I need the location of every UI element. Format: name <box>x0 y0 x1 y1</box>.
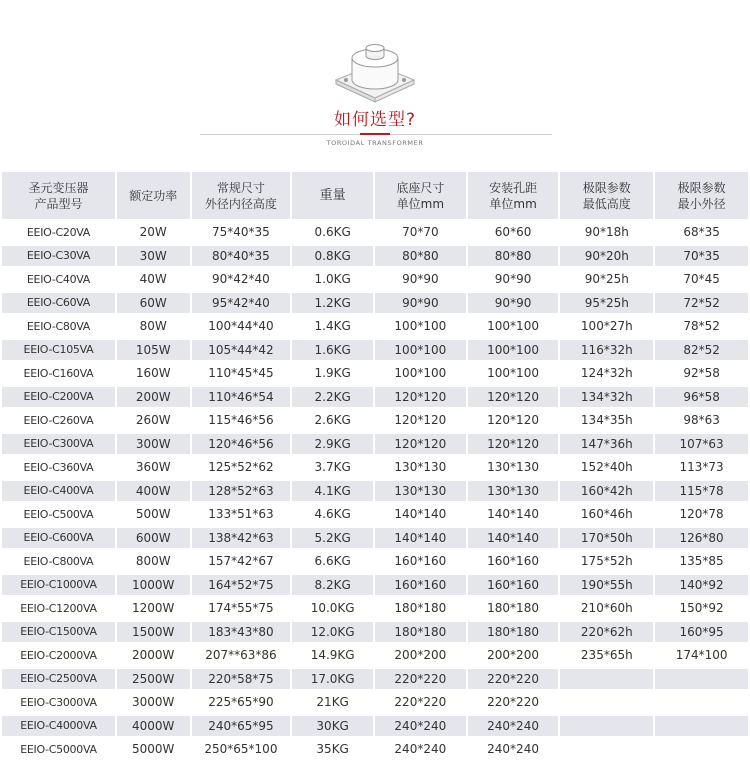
cell-size: 125*52*62 <box>208 460 274 475</box>
cell-hole-spacing: 180*180 <box>468 622 559 643</box>
cell-hole-spacing: 120*120 <box>468 434 559 455</box>
table-row <box>2 692 748 713</box>
table-row <box>2 528 748 549</box>
cell-weight: 14.9KG <box>310 648 355 663</box>
toroidal-transformer-icon <box>330 30 420 105</box>
cell-size: 128*52*63 <box>192 481 291 502</box>
cell-hole-spacing: 120*120 <box>487 413 539 428</box>
cell-base-size: 120*120 <box>375 434 466 455</box>
cell-base-size: 160*160 <box>394 554 447 569</box>
cell-base-size: 100*100 <box>394 319 447 334</box>
table-row <box>2 316 748 337</box>
page-title: 如何选型? <box>333 110 417 130</box>
cell-power: 200W <box>117 387 190 408</box>
cell-min-diameter: 115*78 <box>655 481 748 502</box>
cell-hole-spacing: 130*130 <box>468 481 559 502</box>
cell-hole-spacing: 100*100 <box>487 366 539 381</box>
cell-size: 110*45*45 <box>208 366 274 381</box>
cell-min-height: 147*36h <box>560 434 653 455</box>
cell-min-height: 160*46h <box>580 507 633 522</box>
cell-min-height: 90*20h <box>560 246 653 267</box>
cell-hole-spacing: 140*140 <box>468 528 559 549</box>
cell-power: 105W <box>117 340 190 361</box>
cell-base-size: 220*220 <box>375 669 466 690</box>
cell-weight: 1.6KG <box>292 340 373 361</box>
cell-model: EEIO-C2000VA <box>20 648 97 662</box>
cell-min-diameter: 72*52 <box>655 293 748 314</box>
cell-min-diameter: 98*63 <box>683 413 720 428</box>
cell-base-size: 220*220 <box>394 695 447 710</box>
cell-base-size: 180*180 <box>394 601 447 616</box>
cell-power: 800W <box>135 554 171 569</box>
header-weight: 重量 <box>292 172 373 219</box>
cell-min-height <box>560 739 653 760</box>
header-hole-spacing: 安装孔距 单位mm <box>468 172 559 219</box>
cell-model: EEIO-C360VA <box>23 460 94 474</box>
cell-model: EEIO-C1200VA <box>20 601 97 615</box>
cell-power: 2000W <box>132 648 175 663</box>
cell-min-height: 175*52h <box>580 554 633 569</box>
cell-power: 400W <box>117 481 190 502</box>
cell-min-height: 100*27h <box>580 319 633 334</box>
header-base-size: 底座尺寸 单位mm <box>375 172 466 219</box>
cell-min-height: 95*25h <box>560 293 653 314</box>
header-size: 常规尺寸 外径内径高度 <box>192 172 291 219</box>
cell-model: EEIO-C1500VA <box>2 622 115 643</box>
cell-size: 110*46*54 <box>192 387 291 408</box>
cell-base-size: 90*90 <box>402 272 439 287</box>
table-header-row <box>2 172 748 219</box>
cell-base-size: 70*70 <box>402 225 439 240</box>
cell-min-height: 90*18h <box>584 225 629 240</box>
table-row <box>2 481 748 502</box>
cell-model: EEIO-C600VA <box>2 528 115 549</box>
cell-weight: 0.6KG <box>314 225 351 240</box>
cell-min-diameter: 82*52 <box>655 340 748 361</box>
cell-weight: 30KG <box>292 716 373 737</box>
cell-base-size: 160*160 <box>375 575 466 596</box>
cell-min-diameter <box>655 739 748 760</box>
cell-weight: 12.0KG <box>292 622 373 643</box>
table-row <box>2 598 748 619</box>
cell-size: 225*65*90 <box>208 695 274 710</box>
header-min-height: 极限参数 最低高度 <box>560 172 653 219</box>
cell-size: 164*52*75 <box>192 575 291 596</box>
cell-model: EEIO-C300VA <box>2 434 115 455</box>
cell-min-height: 116*32h <box>560 340 653 361</box>
cell-power: 1200W <box>132 601 175 616</box>
cell-model: EEIO-C200VA <box>2 387 115 408</box>
cell-power: 360W <box>135 460 171 475</box>
cell-size: 90*42*40 <box>212 272 270 287</box>
cell-hole-spacing: 100*100 <box>468 340 559 361</box>
cell-min-height <box>560 669 653 690</box>
cell-min-height: 90*25h <box>584 272 629 287</box>
cell-hole-spacing: 60*60 <box>494 225 532 240</box>
cell-min-height: 220*62h <box>560 622 653 643</box>
cell-min-height <box>560 692 653 713</box>
cell-hole-spacing: 200*200 <box>487 648 539 663</box>
table-row <box>2 622 748 643</box>
cell-size: 100*44*40 <box>208 319 274 334</box>
cell-min-height: 235*65h <box>580 648 633 663</box>
cell-weight: 3.7KG <box>314 460 351 475</box>
cell-model: EEIO-C800VA <box>23 554 94 568</box>
cell-power: 80W <box>139 319 167 334</box>
cell-power: 2500W <box>117 669 190 690</box>
cell-hole-spacing: 140*140 <box>487 507 539 522</box>
cell-base-size: 100*100 <box>375 340 466 361</box>
table-row <box>2 739 748 760</box>
cell-power: 3000W <box>132 695 175 710</box>
cell-power: 1500W <box>117 622 190 643</box>
cell-model: EEIO-C1000VA <box>2 575 115 596</box>
cell-weight: 21KG <box>316 695 349 710</box>
cell-base-size: 240*240 <box>394 742 447 757</box>
cell-base-size: 90*90 <box>375 293 466 314</box>
cell-size: 250*65*100 <box>204 742 278 757</box>
table-row <box>2 340 748 361</box>
cell-size: 174*55*75 <box>208 601 274 616</box>
divider-accent <box>360 133 390 135</box>
cell-min-diameter: 70*45 <box>683 272 720 287</box>
cell-model: EEIO-C30VA <box>2 246 115 267</box>
cell-base-size: 130*130 <box>375 481 466 502</box>
cell-base-size: 200*200 <box>394 648 447 663</box>
cell-min-diameter: 92*58 <box>683 366 720 381</box>
cell-model: EEIO-C80VA <box>26 319 91 333</box>
cell-model: EEIO-C2500VA <box>2 669 115 690</box>
cell-min-diameter: 68*35 <box>683 225 720 240</box>
cell-hole-spacing: 90*90 <box>494 272 532 287</box>
cell-size: 115*46*56 <box>208 413 274 428</box>
cell-size: 183*43*80 <box>192 622 291 643</box>
cell-model: EEIO-C105VA <box>2 340 115 361</box>
cell-hole-spacing: 240*240 <box>468 716 559 737</box>
table-row <box>2 645 748 666</box>
cell-min-height: 160*42h <box>560 481 653 502</box>
cell-power: 260W <box>135 413 171 428</box>
cell-power: 1000W <box>117 575 190 596</box>
cell-base-size: 120*120 <box>375 387 466 408</box>
cell-size: 95*42*40 <box>192 293 291 314</box>
table-row <box>2 551 748 572</box>
cell-hole-spacing: 100*100 <box>487 319 539 334</box>
table-row <box>2 387 748 408</box>
cell-hole-spacing: 240*240 <box>487 742 539 757</box>
cell-weight: 1.4KG <box>314 319 351 334</box>
cell-hole-spacing: 220*220 <box>468 669 559 690</box>
cell-min-diameter: 113*73 <box>679 460 724 475</box>
cell-weight: 2.9KG <box>292 434 373 455</box>
table-row <box>2 246 748 267</box>
table-row <box>2 716 748 737</box>
cell-power: 5000W <box>132 742 175 757</box>
cell-weight: 1.0KG <box>314 272 351 287</box>
cell-base-size: 120*120 <box>394 413 447 428</box>
cell-weight: 5.2KG <box>292 528 373 549</box>
cell-model: EEIO-C260VA <box>23 413 94 427</box>
cell-weight: 6.6KG <box>314 554 351 569</box>
cell-min-diameter: 78*52 <box>683 319 720 334</box>
cell-power: 500W <box>135 507 171 522</box>
cell-size: 157*42*67 <box>208 554 274 569</box>
cell-weight: 17.0KG <box>292 669 373 690</box>
cell-min-height: 152*40h <box>580 460 633 475</box>
cell-min-height: 134*32h <box>560 387 653 408</box>
cell-min-diameter <box>655 716 748 737</box>
cell-base-size: 140*140 <box>394 507 447 522</box>
cell-min-height: 124*32h <box>580 366 633 381</box>
header-power: 额定功率 <box>117 172 190 219</box>
table-row <box>2 504 748 525</box>
cell-min-height: 134*35h <box>580 413 633 428</box>
cell-power: 160W <box>135 366 171 381</box>
cell-base-size: 130*130 <box>394 460 447 475</box>
cell-power: 4000W <box>117 716 190 737</box>
cell-base-size: 140*140 <box>375 528 466 549</box>
cell-min-diameter: 96*58 <box>655 387 748 408</box>
cell-model: EEIO-C60VA <box>2 293 115 314</box>
cell-power: 30W <box>117 246 190 267</box>
cell-size: 105*44*42 <box>192 340 291 361</box>
page-subtitle: TOROIDAL TRANSFORMER <box>326 139 424 147</box>
cell-min-diameter <box>655 692 748 713</box>
cell-min-diameter: 107*63 <box>655 434 748 455</box>
table-row <box>2 363 748 384</box>
cell-power: 20W <box>139 225 167 240</box>
cell-weight: 1.2KG <box>292 293 373 314</box>
cell-hole-spacing: 160*160 <box>468 575 559 596</box>
cell-min-height: 190*55h <box>560 575 653 596</box>
cell-weight: 1.9KG <box>314 366 351 381</box>
cell-min-height: 170*50h <box>560 528 653 549</box>
cell-size: 120*46*56 <box>192 434 291 455</box>
cell-model: EEIO-C3000VA <box>20 695 97 709</box>
cell-min-diameter: 140*92 <box>655 575 748 596</box>
cell-weight: 35KG <box>316 742 349 757</box>
table-row <box>2 410 748 431</box>
cell-weight: 4.1KG <box>292 481 373 502</box>
table-row <box>2 222 748 243</box>
cell-weight: 2.2KG <box>292 387 373 408</box>
cell-weight: 4.6KG <box>314 507 351 522</box>
cell-model: EEIO-C500VA <box>23 507 94 521</box>
spec-table <box>0 169 750 763</box>
cell-min-diameter <box>655 669 748 690</box>
cell-base-size: 80*80 <box>375 246 466 267</box>
table-row <box>2 269 748 290</box>
table-row <box>2 457 748 478</box>
table-row <box>2 434 748 455</box>
cell-power: 300W <box>117 434 190 455</box>
cell-size: 75*40*35 <box>212 225 270 240</box>
cell-hole-spacing: 180*180 <box>487 601 539 616</box>
cell-weight: 0.8KG <box>292 246 373 267</box>
cell-size: 138*42*63 <box>192 528 291 549</box>
cell-model: EEIO-C400VA <box>2 481 115 502</box>
cell-model: EEIO-C20VA <box>26 225 91 239</box>
cell-power: 60W <box>117 293 190 314</box>
cell-hole-spacing: 130*130 <box>487 460 539 475</box>
cell-hole-spacing: 160*160 <box>487 554 539 569</box>
cell-weight: 10.0KG <box>310 601 355 616</box>
cell-min-diameter: 120*78 <box>679 507 724 522</box>
table-row <box>2 575 748 596</box>
cell-min-height: 210*60h <box>580 601 633 616</box>
cell-model: EEIO-C160VA <box>23 366 94 380</box>
cell-min-diameter: 135*85 <box>679 554 724 569</box>
cell-min-diameter: 70*35 <box>655 246 748 267</box>
cell-base-size: 240*240 <box>375 716 466 737</box>
cell-model: EEIO-C5000VA <box>20 742 97 756</box>
cell-hole-spacing: 120*120 <box>468 387 559 408</box>
header-model: 圣元变压器 产品型号 <box>2 172 115 219</box>
cell-power: 600W <box>117 528 190 549</box>
table-body <box>2 222 748 760</box>
cell-size: 133*51*63 <box>208 507 274 522</box>
divider-left <box>200 134 375 135</box>
cell-size: 207**63*86 <box>205 648 277 663</box>
cell-weight: 2.6KG <box>314 413 351 428</box>
cell-base-size: 100*100 <box>394 366 447 381</box>
cell-min-height <box>560 716 653 737</box>
cell-weight: 8.2KG <box>292 575 373 596</box>
cell-hole-spacing: 220*220 <box>487 695 539 710</box>
cell-power: 40W <box>139 272 167 287</box>
cell-hole-spacing: 80*80 <box>468 246 559 267</box>
cell-min-diameter: 126*80 <box>655 528 748 549</box>
cell-size: 80*40*35 <box>192 246 291 267</box>
cell-min-diameter: 174*100 <box>675 648 728 663</box>
cell-min-diameter: 160*95 <box>655 622 748 643</box>
cell-min-diameter: 150*92 <box>679 601 724 616</box>
cell-hole-spacing: 90*90 <box>468 293 559 314</box>
table-row <box>2 669 748 690</box>
divider-right <box>377 134 552 135</box>
hero-section <box>0 0 750 168</box>
cell-model: EEIO-C40VA <box>26 272 91 286</box>
table-row <box>2 293 748 314</box>
cell-size: 220*58*75 <box>192 669 291 690</box>
cell-model: EEIO-C4000VA <box>2 716 115 737</box>
header-min-diameter: 极限参数 最小外径 <box>655 172 748 219</box>
cell-base-size: 180*180 <box>375 622 466 643</box>
cell-size: 240*65*95 <box>192 716 291 737</box>
